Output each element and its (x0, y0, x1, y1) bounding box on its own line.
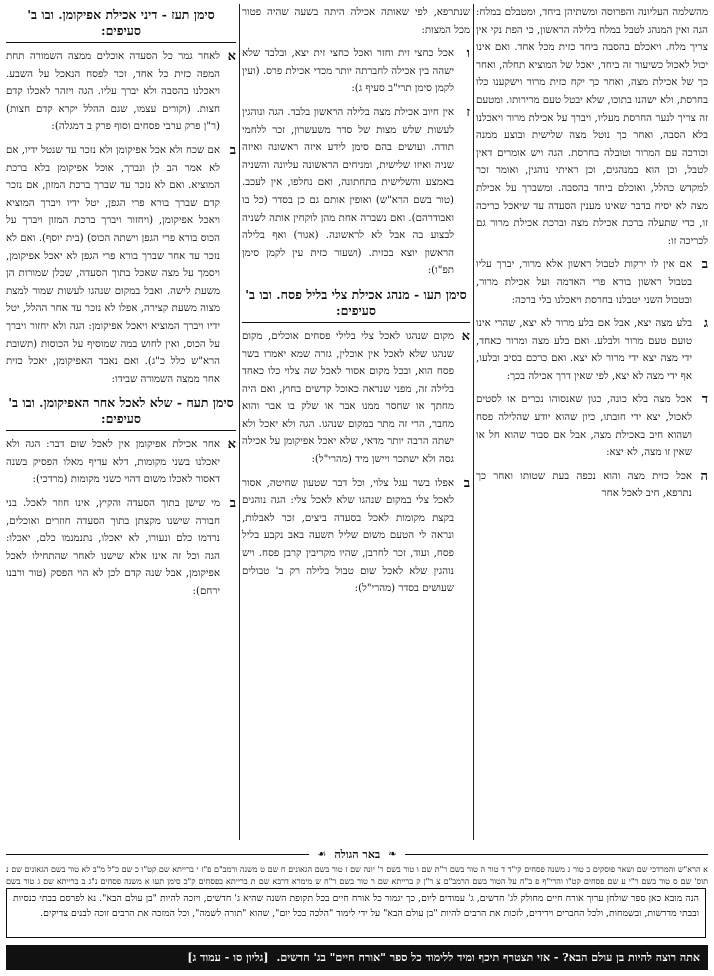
seif-text: אפלו בשר עגל צלוי, וכל דבר שטעון שחיטה, אסור לאכל צלי במקום שנהגו שלא לאכל צלי: הגה נוהגים בקצת מקומות לאכל בסעדה ביצים, זכר לאבלות, ונראה לי הטעם משום שליל תשעה באב נקבע בליל פסח, ועוד, זכר לחרבן, שהיו מקריבין קרבן פסח. ויש נוהגין שלא לאכל שום טבול בלילה רק ב' טבולים שעושים בסדר (מהרי"ל): (242, 477, 454, 595)
seif-text: אם שכח ולא אכל אפיקומן ולא נזכר עד שנטל ידיו, אם לא אמר הב לן ונברך, אוכל אפיקומן בלא ברכת המוציא. ואם לא נזכר עד שברך ברכת המזון, אם נזכר קדם שברך בורא פרי הגפן, יטל ידיו ויברך המוציא ויאכל אפיקומן, (ויחזור ויברך ברכת המזון ויברך על הכוס בורא פרי הגפן וישתה הכוס) (בית יוסף). ואם לא נזכר עד אחר שברך בורא פרי הגפן לא יאכל אפיקומן, ויסמך על מצה שאכל בתוך הסעדה, שכלן שמורות הן משעת לישה. ואבל במקום שנהגו לעשות שמור למצת מצוה משעת קצירה, אפלו לא נזכר עד אחר ההלל, יטל ידיו ויברך המוציא ויאכל אפיקומן: הגה ולא יחזור ויברך על הכוס, ואין לחוש במה שמוסיף על הכוסות (תשובת הרא"ש כלל כ"ג). ואם נאבד האפיקומן, יאכל כזית אחר ממצה השמורה שבידו: (6, 144, 220, 385)
siman-heading: סימן תעז - דיני אכילת אפיקומן. ובו ב' סעיפים: (6, 6, 236, 43)
seif-letter: ב (229, 142, 236, 158)
seif-letter: ו (466, 46, 470, 62)
middle-column (242, 4, 470, 844)
seif (476, 468, 708, 503)
seif-intro (476, 4, 708, 250)
seif (6, 436, 236, 489)
seif (476, 256, 708, 309)
seif (6, 495, 236, 601)
seif-letter: א (227, 437, 236, 453)
column-divider (473, 4, 474, 840)
siman-heading: סימן תעח - שלא לאכל אחר האפיקומן. ובו ב' סעיפים: (6, 394, 236, 431)
seif (242, 104, 470, 280)
ornament-icon: ❧ (388, 848, 397, 860)
seif-letter: ב (229, 496, 236, 512)
right-intro-text: מהשלמה העליונה והפרוסה ומשתיהן ביחד, ומטבלם במלח: הגה ואין המנהג לטבל במלח בלילה הראשון, כי הפת נקי אין צריך מלח. ויאכלם בהסבה ביחד כזית מכל אחד. ואם אינו יכול לאכול כשיעור זה ביחד, יאכל של המוציא תחלה, ואחר כך של אכילת מצה, ואחר כך יקח כזית מרור וישקענו כלו בחרסת, ולא ישהנו בתוכו, שלא יבטל טעם מרירותו. ומטעם זה צריך לנער החרסת מעליו, ויברך על אכילת מרור ויאכלנו בלא הסבה, ואחר כך נוטל מצה שלישית ובוצע ממנה וכורכה עם המרור וטובלה בחרסת. הגה ויש אומרים דאין לטבל, וכן הוא במנהגים, וכן ראיתי נוהגין, ואומר זכר למקדש כהלל, ואוכלם ביחד בהסבה. ומשברך על אכילת מצה לא יסיח בדבר שאינו מענין הסעדה עד שיאכל כריכה זו, כדי שתעלה ברכת אכילת מצה וברכת אכילת מרור גם לכריכה זו: (476, 7, 708, 247)
seif (476, 315, 708, 385)
seif-letter: ד (701, 392, 708, 408)
seif-text: אכל כזית מצה והוא נכפה בעת שטותו ואחר כך נתרפא, חיב לאכל אחר (476, 470, 692, 500)
page-reference: [גליון סו - עמוד ג] (187, 951, 269, 964)
bottom-banner (6, 945, 708, 970)
beer-hagolah-header (6, 846, 708, 862)
seif-intro (242, 4, 470, 39)
seif (476, 391, 708, 461)
seif-letter: ב (701, 257, 708, 273)
seif-text: בלע מצה יצא, אבל אם בלע מרור לא יצא, שהרי אינו טועם טעם מרור ולבלע. ואם בלע מצה ומרור כאחד, ידי מצה יצא ידי מרור לא יצא. ואם כרכם בסיב ובלעו, אף ידי מצה לא יצא, לפי שאין דרך אכילה בכך: (476, 318, 692, 382)
seif-letter: א (461, 328, 470, 344)
seif-text: אין חיוב אכילת מצה בלילה הראשון בלבד. הגה ונוהגין לעשות שלש מצות של סדר משעשרון, זכר ללחמי תודה. ועושים בהם סימן לידע איזה ראשונה ואיזה שניה ואיזו שלישית, ומניחים הראשונה עליונה והשניה באמצע והשלישית בתחתונה, ואם נחלפו, אין לעכב. (טור בשם הרא"ש) ואופין אותם גם כן בסדר (כל בו ואבודרהם). ואם נשברה אחת מהן לוקחין אותה לשניה לבצוע בה אבל לא לראשונה. (אגור) ואף בלילה הראשון יוצא בכזית. (ושעור כזית עין לקמן סימן תפ"ו): (242, 106, 454, 277)
beer-hagolah-text: א הרא"ש והמרדכי שם ושאר פוסקים ב טור ג משנה פסחים קי"ד ד טור ה טור בשם ר"ת שם ו טור בשם ר' יונה שם ז טור בשם הגאונים ח שם ט משנה ורמב"ם פ"ז י ברייתא שם קט"ו כ שם כ"ל מ"ב לא טור בשם הגאונים שם נ תוס' שם ס טור בשם ר"י ע שם פסחים קט"ו והרי"ף פ ב"ח על הטור בשם הרמב"ם צ ר"ן ק ברייתא שם ר טור בשם ר"ח ש מימרא דרבא שם ת ברייתא בפסחים ק"כ סימן תעו א משנה פסחים נ"ג ב ברייתא שם ג טור בשם (6, 865, 708, 886)
ornament-icon: ☙ (317, 848, 327, 860)
seif (6, 48, 236, 136)
column-divider (239, 4, 240, 840)
beer-hagolah-title: באר הגולה (334, 847, 381, 861)
seif-text: אחר אכילת אפיקומן אין לאכל שום דבר: הגה ולא יאכלנו בשני מקומות, דלא עדיף מאלו הפסיק בשנה דאסור לאכלו משום דהוי כשני מקומות (מרדכי): (6, 439, 220, 486)
seif (242, 328, 470, 469)
left-column (6, 4, 236, 844)
notice-text: הנה מובא כאן ספר שולחן ערוך אורח חיים מחולק לג' חדשים, ג' עמודים ליום, כך יגמור כל אורח חיים בכל תקופת השנה שהיא ג' חדשים, ויזכה להיות "בן עולם הבא". נא לפרסם בבתי כנסיות ובבתי מדרשות, ובשמחות, ולכל החברים וידידים, לזכות את הרבים להיות "בן עולם הבא" על ידי לימוד "הלכה בכל יום", שהוא "תורה לשמה", וכל המזכה את הרבים זוכה לבנים צדיקים. (13, 893, 699, 919)
seif-text: לאחר גמר כל הסעדה אוכלים ממצה השמורה תחת המפה כזית כל אחד, זכר לפסח הנאכל על השבע. ויאכלנו בהסבה ולא יברך עליו. הגה ויזהר לאכלו קדם חצות. (וקורים עצמו, שגם ההלל יקרא קדם חצות) (ר"ן פרק ערבי פסחים וסוף פרק ב דמגלה): (6, 51, 220, 133)
seif (6, 142, 236, 388)
seif-letter: ג (703, 316, 708, 332)
seif-letter: א (227, 49, 236, 64)
right-column (476, 4, 708, 844)
seif-text: אכל כחצי זית וחזר ואכל כחצי זית יצא, ובלבד שלא ישהה בין אכילה לחברתה יותר מכדי אכילת פרס. (ועין לקמן סימן תרי"ב סעיף ג): (242, 48, 454, 95)
seif-text: אם אין לו ירקות לטבול ראשון אלא מרור, יברך עליו בטבול ראשון בורא פרי האדמה ועל אכילת מרור, ובטבול השני יטבלנו בחרסת ויאכלנו בלי ברכה: (476, 259, 692, 306)
seif-text: מקום שנהגו לאכל צלי בלילי פסחים אוכלים, מקום שנהגו שלא לאכל אין אוכלין, גזרה שמא יאמרו בשר פסח הוא, ובכל מקום אסור לאכל שה צלוי כלו כאחד בלילה זה, מפני שנראה כאוכל קדשים בחוץ, ואם היה מחתך או שחסר ממנו אבר או שלק בו אבר והוא מחבר, הרי זה מתר במקום שנהגו. הגה ולא יאכל ולא ישתה הרבה יותר מדאי, שלא יאכל אפיקומן על אכילה גסה ולא ישתכר ויישן מיד (מהרי"ל): (242, 330, 454, 466)
seif-letter: ב (463, 475, 470, 491)
seif-letter: ז (466, 104, 470, 120)
seif (242, 45, 470, 98)
siman-heading: סימן תעו - מנהג אכילת צלי בליל פסח. ובו ב' סעיפים: (242, 286, 470, 323)
seif (242, 475, 470, 598)
seif-letter: ה (700, 468, 708, 484)
divider (6, 854, 309, 855)
divider (405, 854, 708, 855)
notice-box (6, 888, 706, 938)
seif-text: מי שישן בתוך הסעדה והקיץ, אינו חוזר לאכל. בני חבורה שישנו מקצתן בתוך הסעדה חוזרים ואוכלים, נרדמו כלם ונעורו, לא יאכלו, נתנמנמו כלם, יאכלו: הגה וכל זה אינו אלא שישנו לאחר שהתחילו לאכל אפיקומן, אבל שנה קדם לכן לא הוי הפסק (טור ורבנו ירחם): (6, 498, 220, 598)
seif-text: אכל מצה בלא כונה, כגון שאנסוהו נכרים או לסטים לאכול, יצא ידי חובתו, כיון שהוא יודע שהלילה פסח ושהוא חיב באכילת מצה, אבל אם סבור שהוא חל או שאין זו מצה, לא יצא: (476, 394, 692, 459)
middle-intro-text: שנתרפא, לפי שאותה אכילה היתה בשעה שהיה פטור מכל המצות: (242, 7, 470, 36)
banner-text: אתה רוצה להיות בן עולם הבא? - אזי תצטרף תיכף ומיד ללימוד כל ספר "אורח חיים" בג' חדשים. (276, 951, 700, 964)
